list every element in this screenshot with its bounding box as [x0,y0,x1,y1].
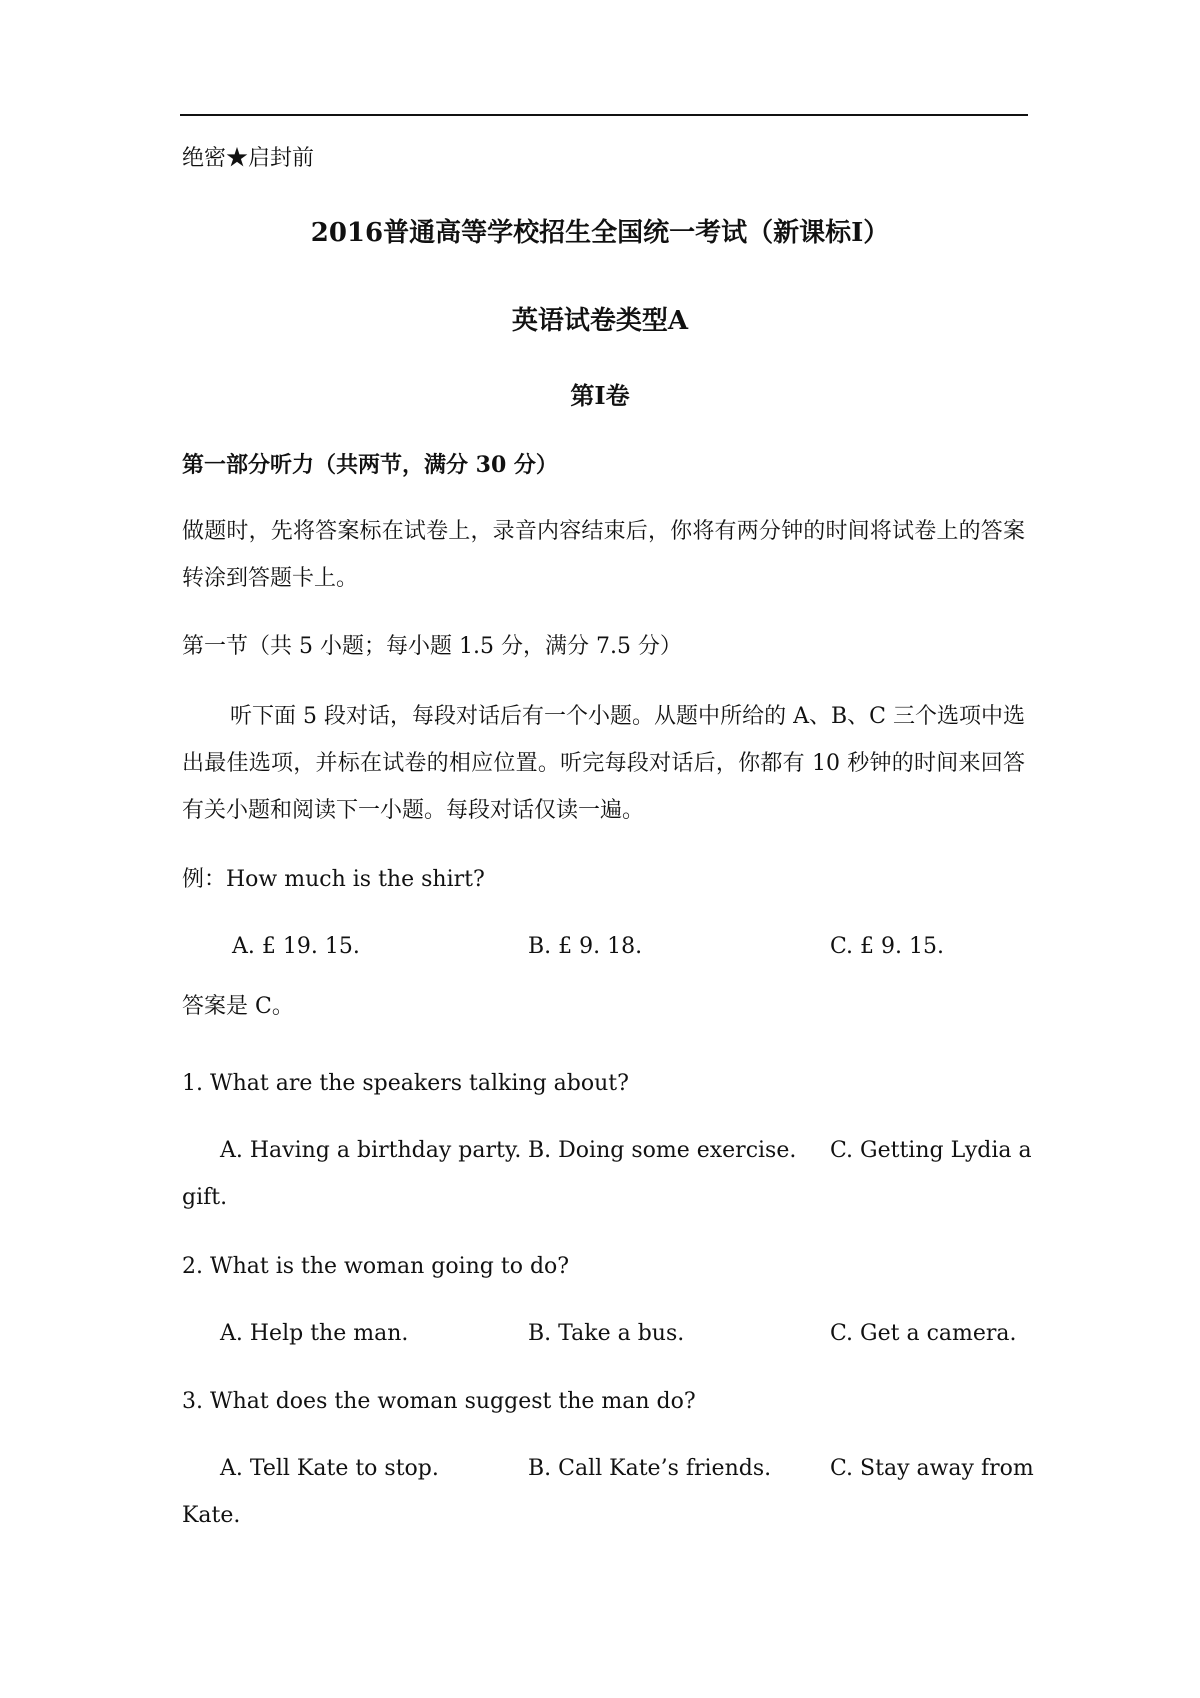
part1-heading: 第一部分听力（共两节，满分 30 分） [182,452,558,478]
question-2-option-b: B. Take a bus. [528,1321,685,1346]
question-1-option-b: B. Doing some exercise. [528,1138,797,1163]
question-3-option-b: B. Call Kate’s friends. [528,1456,772,1481]
volume-label: 第Ⅰ卷 [570,381,630,410]
question-1-text: 1. What are the speakers talking about? [182,1071,629,1096]
example-option-c: C. £ 9. 15. [830,934,944,959]
section1-instructions: 听下面 5 段对话，每段对话后有一个小题。从题中所给的 A、B、C 三个选项中选出最佳选项，并标在试卷的相应位置。听完每段对话后，你都有 10 秒钟的时间来回答有关小题和阅读下一小题。每段对话仅读一遍。 [182,704,1025,823]
question-3-text: 3. What does the woman suggest the man do? [182,1389,696,1414]
question-3-option-c-wrap: Kate. [182,1503,241,1528]
section1-heading: 第一节（共 5 小题；每小题 1.5 分，满分 7.5 分） [182,634,682,659]
question-1-option-a: A. Having a birthday party. [220,1138,522,1163]
example-option-a: A. £ 19. 15. [232,934,360,959]
question-3-option-c: C. Stay away from [830,1456,1034,1481]
secret-label: 绝密★启封前 [182,146,315,171]
example-question: 例：How much is the shirt? [182,867,485,892]
question-1-option-c-wrap: gift. [182,1185,228,1210]
example-option-b: B. £ 9. 18. [528,934,643,959]
question-2-option-a: A. Help the man. [220,1321,409,1346]
paper-subtitle: 英语试卷类型A [511,306,689,336]
question-1-option-c: C. Getting Lydia a [830,1138,1032,1163]
example-answer: 答案是 C。 [182,994,294,1019]
question-3-option-a: A. Tell Kate to stop. [220,1456,439,1481]
header-rule [180,114,1028,116]
question-2-option-c: C. Get a camera. [830,1321,1017,1346]
exam-title: 2016普通高等学校招生全国统一考试（新课标Ⅰ） [310,218,890,248]
part1-instructions: 做题时，先将答案标在试卷上，录音内容结束后，你将有两分钟的时间将试卷上的答案转涂到答题卡上。 [182,519,1025,591]
question-2-text: 2. What is the woman going to do? [182,1254,570,1279]
